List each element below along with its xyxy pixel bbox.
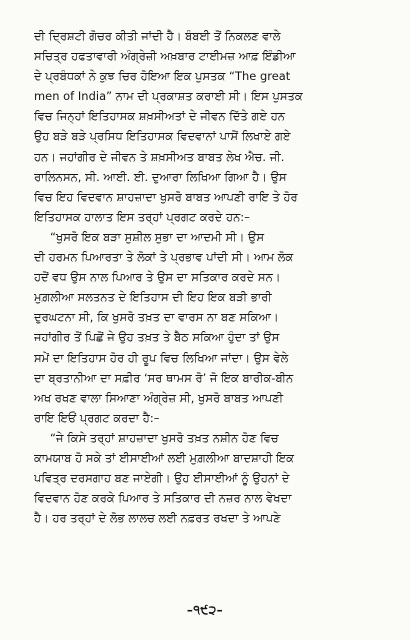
quote-line: ਕਾਮਯਾਬ ਹੋ ਸਕੇ ਤਾਂ ਈਸਾਈਆਂ ਲਈ ਮੁਗ਼ਲੀਆ ਬਾਦਸ਼ਾਹੀ ਇਕ bbox=[34, 450, 294, 465]
text-line: ਰਾਲਿਨਸਨ, ਸੀ. ਆਈ. ਈ. ਦੁਆਰਾ ਲਿਖਿਆ ਗਿਆ ਹੈ। ਉਸ bbox=[34, 169, 287, 184]
quote-line: ਹੈ। ਹਰ ਤਰ੍ਹਾਂ ਦੇ ਲੋਭ ਲਾਲਚ ਲਈ ਨਫ਼ਰਤ ਰਖਦਾ ਤੇ ਆਪਣੇ bbox=[34, 511, 281, 526]
text-line: ਦੀ ਦ੍ਰਿਸ਼ਟੀ ਗੋਚਰ ਕੀਤੀ ਜਾਂਦੀ ਹੈ। ਬੰਬਈ ਤੋਂ ਨਿਕਲਣ ਵਾਲੇ bbox=[34, 29, 281, 43]
quote-line: ਸਮੇਂ ਦਾ ਇਤਿਹਾਸ ਹੋਰ ਹੀ ਰੂਪ ਵਿਚ ਲਿਖਿਆ ਜਾਂਦਾ। ਉਸ ਵੇਲੇ bbox=[34, 350, 289, 365]
quote-line: ਦਾ ਬ੍ਰਤਾਨੀਆ ਦਾ ਸਫ਼ੀਰ ‘ਸਰ ਥਾਮਸ ਰੋ’ ਜੋ ਇਕ ਬਾਰੀਕ-ਬੀਨ bbox=[34, 370, 294, 385]
text-line: ਉਹ ਬੜੇ ਬੜੇ ਪ੍ਰਸਿਧ ਇਤਿਹਾਸਕ ਵਿਦਵਾਨਾਂ ਪਾਸੋਂ ਲਿਖਾਏ ਗਏ bbox=[34, 129, 291, 144]
text-line: men of India” ਨਾਮ ਦੀ ਪ੍ਰਕਾਸ਼ਤ ਕਰਾਈ ਸੀ। ਇਸ ਪੁਸਤਕ bbox=[34, 89, 303, 104]
quote-line: ਅਖ ਰਖਣ ਵਾਲਾ ਸਿਆਣਾ ਅੰਗ੍ਰੇਜ਼ ਸੀ, ਖੁਸਰੋ ਬਾਬਤ ਆਪਣੀ bbox=[34, 390, 284, 405]
quote-line: ਦੀ ਹਰਮਨ ਪਿਆਰਤਾ ਤੇ ਲੋਕਾਂ ਤੇ ਪ੍ਰਭਾਵ ਪਾਂਦੀ ਸੀ। ਆਮ ਲੋਕ bbox=[34, 250, 294, 265]
quote-line: ਪਵਿਤ੍ਰ ਦਰਸਗਾਹ ਬਣ ਜਾਏਗੀ। ਉਹ ਈਸਾਈਆਂ ਨੂੰ ਉਹਨਾਂ ਦੇ bbox=[34, 471, 290, 486]
quote-line: ਮੁਗ਼ਲੀਆ ਸਲਤਨਤ ਦੇ ਇਤਿਹਾਸ ਦੀ ਇਹ ਇਕ ਬੜੀ ਭਾਰੀ bbox=[34, 290, 272, 305]
text-line: ਸਚਿਤ੍ਰ ਹਫਤਾਵਾਰੀ ਅੰਗ੍ਰੇਜ਼ੀ ਅਖ਼ਬਾਰ ਟਾਈਮਜ਼ ਆਫ਼ ਇੰਡੀਆ bbox=[34, 49, 296, 64]
quote-line: ਵਿਦਵਾਨ ਹੋਣ ਕਰਕੇ ਪਿਆਰ ਤੇ ਸਤਿਕਾਰ ਦੀ ਨਜ਼ਰ ਨਾਲ ਵੇਖਦਾ bbox=[34, 491, 292, 506]
text-line: ਦੇ ਪ੍ਰਬੰਧਕਾਂ ਨੇ ਕੁਝ ਚਿਰ ਹੋਇਆ ਇਕ ਪੁਸਤਕ “The great bbox=[34, 69, 291, 84]
quote-line: ਜਹਾਂਗੀਰ ਤੋਂ ਪਿਛੋਂ ਜੇ ਉਹ ਤਖ਼ਤ ਤੇ ਬੈਠ ਸਕਿਆ ਹੁੰਦਾ ਤਾਂ ਉਸ bbox=[34, 330, 280, 345]
quote-line: “ਖੁਸਰੋ ਇਕ ਬੜਾ ਸੁਸ਼ੀਲ ਸੁਭਾ ਦਾ ਆਦਮੀ ਸੀ। ਉਸ bbox=[50, 229, 264, 244]
page-number: –੧੯੨– bbox=[186, 603, 224, 617]
text-line: ਵਿਚ ਜਿਨ੍ਹਾਂ ਇਤਿਹਾਸਕ ਸ਼ਖ਼ਸੀਅਤਾਂ ਦੇ ਜੀਵਨ ਦਿੱਤੇ ਗਏ ਹਨ bbox=[34, 109, 285, 124]
text-line: ਹਨ। ਜਹਾਂਗੀਰ ਦੇ ਜੀਵਨ ਤੇ ਸ਼ਖ਼ਸੀਅਤ ਬਾਬਤ ਲੇਖ ਐਚ. ਜੀ. bbox=[34, 149, 285, 164]
quote-line: ਰਾਇ ਇਓਂ ਪ੍ਰਗਟ ਕਰਦਾ ਹੈ:– bbox=[34, 410, 160, 425]
quote-line: ਹਦੋਂ ਵਧ ਉਸ ਨਾਲ ਪਿਆਰ ਤੇ ਉਸ ਦਾ ਸਤਿਕਾਰ ਕਰਦੇ ਸਨ। bbox=[34, 270, 281, 285]
quote-line: “ਜੇ ਕਿਸੇ ਤਰ੍ਹਾਂ ਸ਼ਾਹਜ਼ਾਦਾ ਖੁਸਰੋ ਤਖ਼ਤ ਨਸ਼ੀਨ ਹੋਣ ਵਿਚ bbox=[50, 430, 279, 445]
body-text bbox=[34, 26, 388, 528]
text-line: ਵਿਚ ਇਹ ਵਿਦਵਾਨ ਸ਼ਾਹਜ਼ਾਦਾ ਖੁਸਰੋ ਬਾਬਤ ਆਪਣੀ ਰਾਇ ਤੇ ਹੋਰ bbox=[34, 189, 298, 204]
text-line: ਇਤਿਹਾਸਕ ਹਾਲਾਤ ਇਸ ਤਰ੍ਹਾਂ ਪ੍ਰਗਟ ਕਰਦੇ ਹਨ:– bbox=[34, 209, 250, 224]
quote-line: ਦੁਰਘਟਨਾ ਸੀ, ਕਿ ਖੁਸਰੋ ਤਖ਼ਤ ਦਾ ਵਾਰਸ ਨਾ ਬਣ ਸਕਿਆ। bbox=[34, 310, 279, 325]
